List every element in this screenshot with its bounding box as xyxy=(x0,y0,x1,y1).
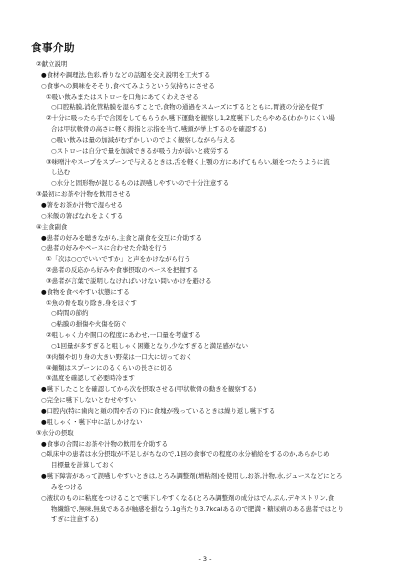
text-line: ○口腔粘膜,消化管粘膜を湿らすことで,食物の通過をスムーズにするとともに,胃液の分泌を促す xyxy=(51,103,325,112)
text-line: し込む xyxy=(51,168,71,177)
text-line: ④主食副食 xyxy=(36,222,68,231)
text-line: 目標量を計算しておく xyxy=(51,461,115,470)
text-line: ③肉類や切り身の大きい野菜は一口大に切っておく xyxy=(46,352,193,361)
text-line: ①魚の骨を取り除き,身をほぐす xyxy=(46,298,137,307)
text-line: ⑤温度を確認して必要時冷ます xyxy=(46,374,135,383)
text-line: ●箸をお茶か汁物で湿らせる xyxy=(41,200,124,209)
text-line: ●嚥下障害があって誤嚥しやすいときは,とろみ調整剤(增粘剤)を使用し,お茶,汁物,水,ジュースなどにとろ xyxy=(41,472,343,481)
text-line: ③味噌汁やスープをスプーンで与えるときは,舌を軽く上顎の方にあげてもらい,頬をつたうように流 xyxy=(46,157,330,166)
text-line: ●食物を食べやすい状態にする xyxy=(41,287,130,296)
text-line: ●患者の好みを聴きながら,主食と副食を交互に介助する xyxy=(41,233,202,242)
text-line: ○臥床中の患者は水分摂取が不足しがちなので,1回の食事での程度の水分補給をするのか,あらかじめ xyxy=(41,450,330,459)
text-line: ③最初にお茶や汁物を飲用させる xyxy=(36,190,132,199)
text-line: ○粘膜の損傷や火傷を防ぐ xyxy=(51,320,127,329)
text-line: ③患者が言葉で説明しなければいけない問いかけを避ける xyxy=(46,276,212,285)
text-line: ②患者の反応から好みや食事摂取のペースを把握する xyxy=(46,266,199,275)
text-line: 合は甲状軟骨の高さに軽く拇指と示指を当て,嚥頭が挙上するのを確認する) xyxy=(51,125,267,134)
text-line: ○患者の好みやペースに合わせた介助を行う xyxy=(41,244,168,253)
text-line: ②咀しゃく力や開口の程度にあわせ,一口量を考慮する xyxy=(46,331,201,340)
text-line: ○ストローは自分で量を加減できるが吸う力が弱いと疲労する xyxy=(51,146,230,155)
text-line: ①吸い飲みまたはストローを口角にあてくわえさせる xyxy=(46,92,199,101)
text-line: ②十分に吸ったら手で合図をしてもらうか,嚥下運動を観察し1,2度嚥下したらやめる(わかりにくい場 xyxy=(46,114,335,123)
text-line: すぎに注意する) xyxy=(51,515,99,524)
text-line: ○時間の節約 xyxy=(51,309,89,318)
text-line: ●嚥下したことを確認してから次を摂取させる(甲状軟骨の動きを観察する) xyxy=(41,385,257,394)
text-line: ○水分と固形物が混じるものは誤嚥しやすいので十分注意する xyxy=(51,179,230,188)
page-number: - 3 - xyxy=(198,555,212,563)
text-line: ●咀しゃく・嚥下中に話しかけない xyxy=(41,417,143,426)
text-line: みをつける xyxy=(51,482,83,491)
text-line: ②献立説明 xyxy=(36,60,68,68)
text-line: ●食事の合間にお茶や汁物の飲用を介助する xyxy=(41,439,168,448)
page-title: 食事介助 xyxy=(31,42,75,54)
text-line: ○米飯の箸ばなれをよくする xyxy=(41,211,124,220)
text-line: ①「次は○○でいいですか」と声をかけながら行う xyxy=(46,255,191,264)
text-line: ○吸い飲みは量の加減がむずかしいのでよく観察しながら与える xyxy=(51,135,236,144)
text-line: ④麺類はスプーンにのるくらいの長さに切る xyxy=(46,363,173,372)
text-line: ○食事への興味をそそり,食べてみようという気持ちにさせる xyxy=(41,81,215,90)
text-line: ○1回量が多すぎると咀しゃく困難となり,少なすぎると満足感がない xyxy=(51,341,249,350)
text-line: ●食材や調理法,色彩,香りなどの話題を交え説明を工夫する xyxy=(41,70,211,79)
text-line: ○液状のものに粘度をつけることで嚥下しやすくなる(とろみ調整剤の成分はでんぷん,デキストリン,食 xyxy=(41,493,335,502)
text-body xyxy=(0,59,410,525)
text-line: ○完全に嚥下しないとむせやすい xyxy=(41,396,137,405)
text-line: 物繊維で,無味,無臭であるが触感を損なう.1g当たり3.7kcalあるので肥満・糖尿病のある患者ではとり xyxy=(51,504,344,513)
text-line: ⑤水分の摂取 xyxy=(36,428,74,437)
text-line: ●口腔内(特に歯肉と頬の間や舌の下)に食塊が残っているときは繰り返し嚥下する xyxy=(41,407,276,415)
